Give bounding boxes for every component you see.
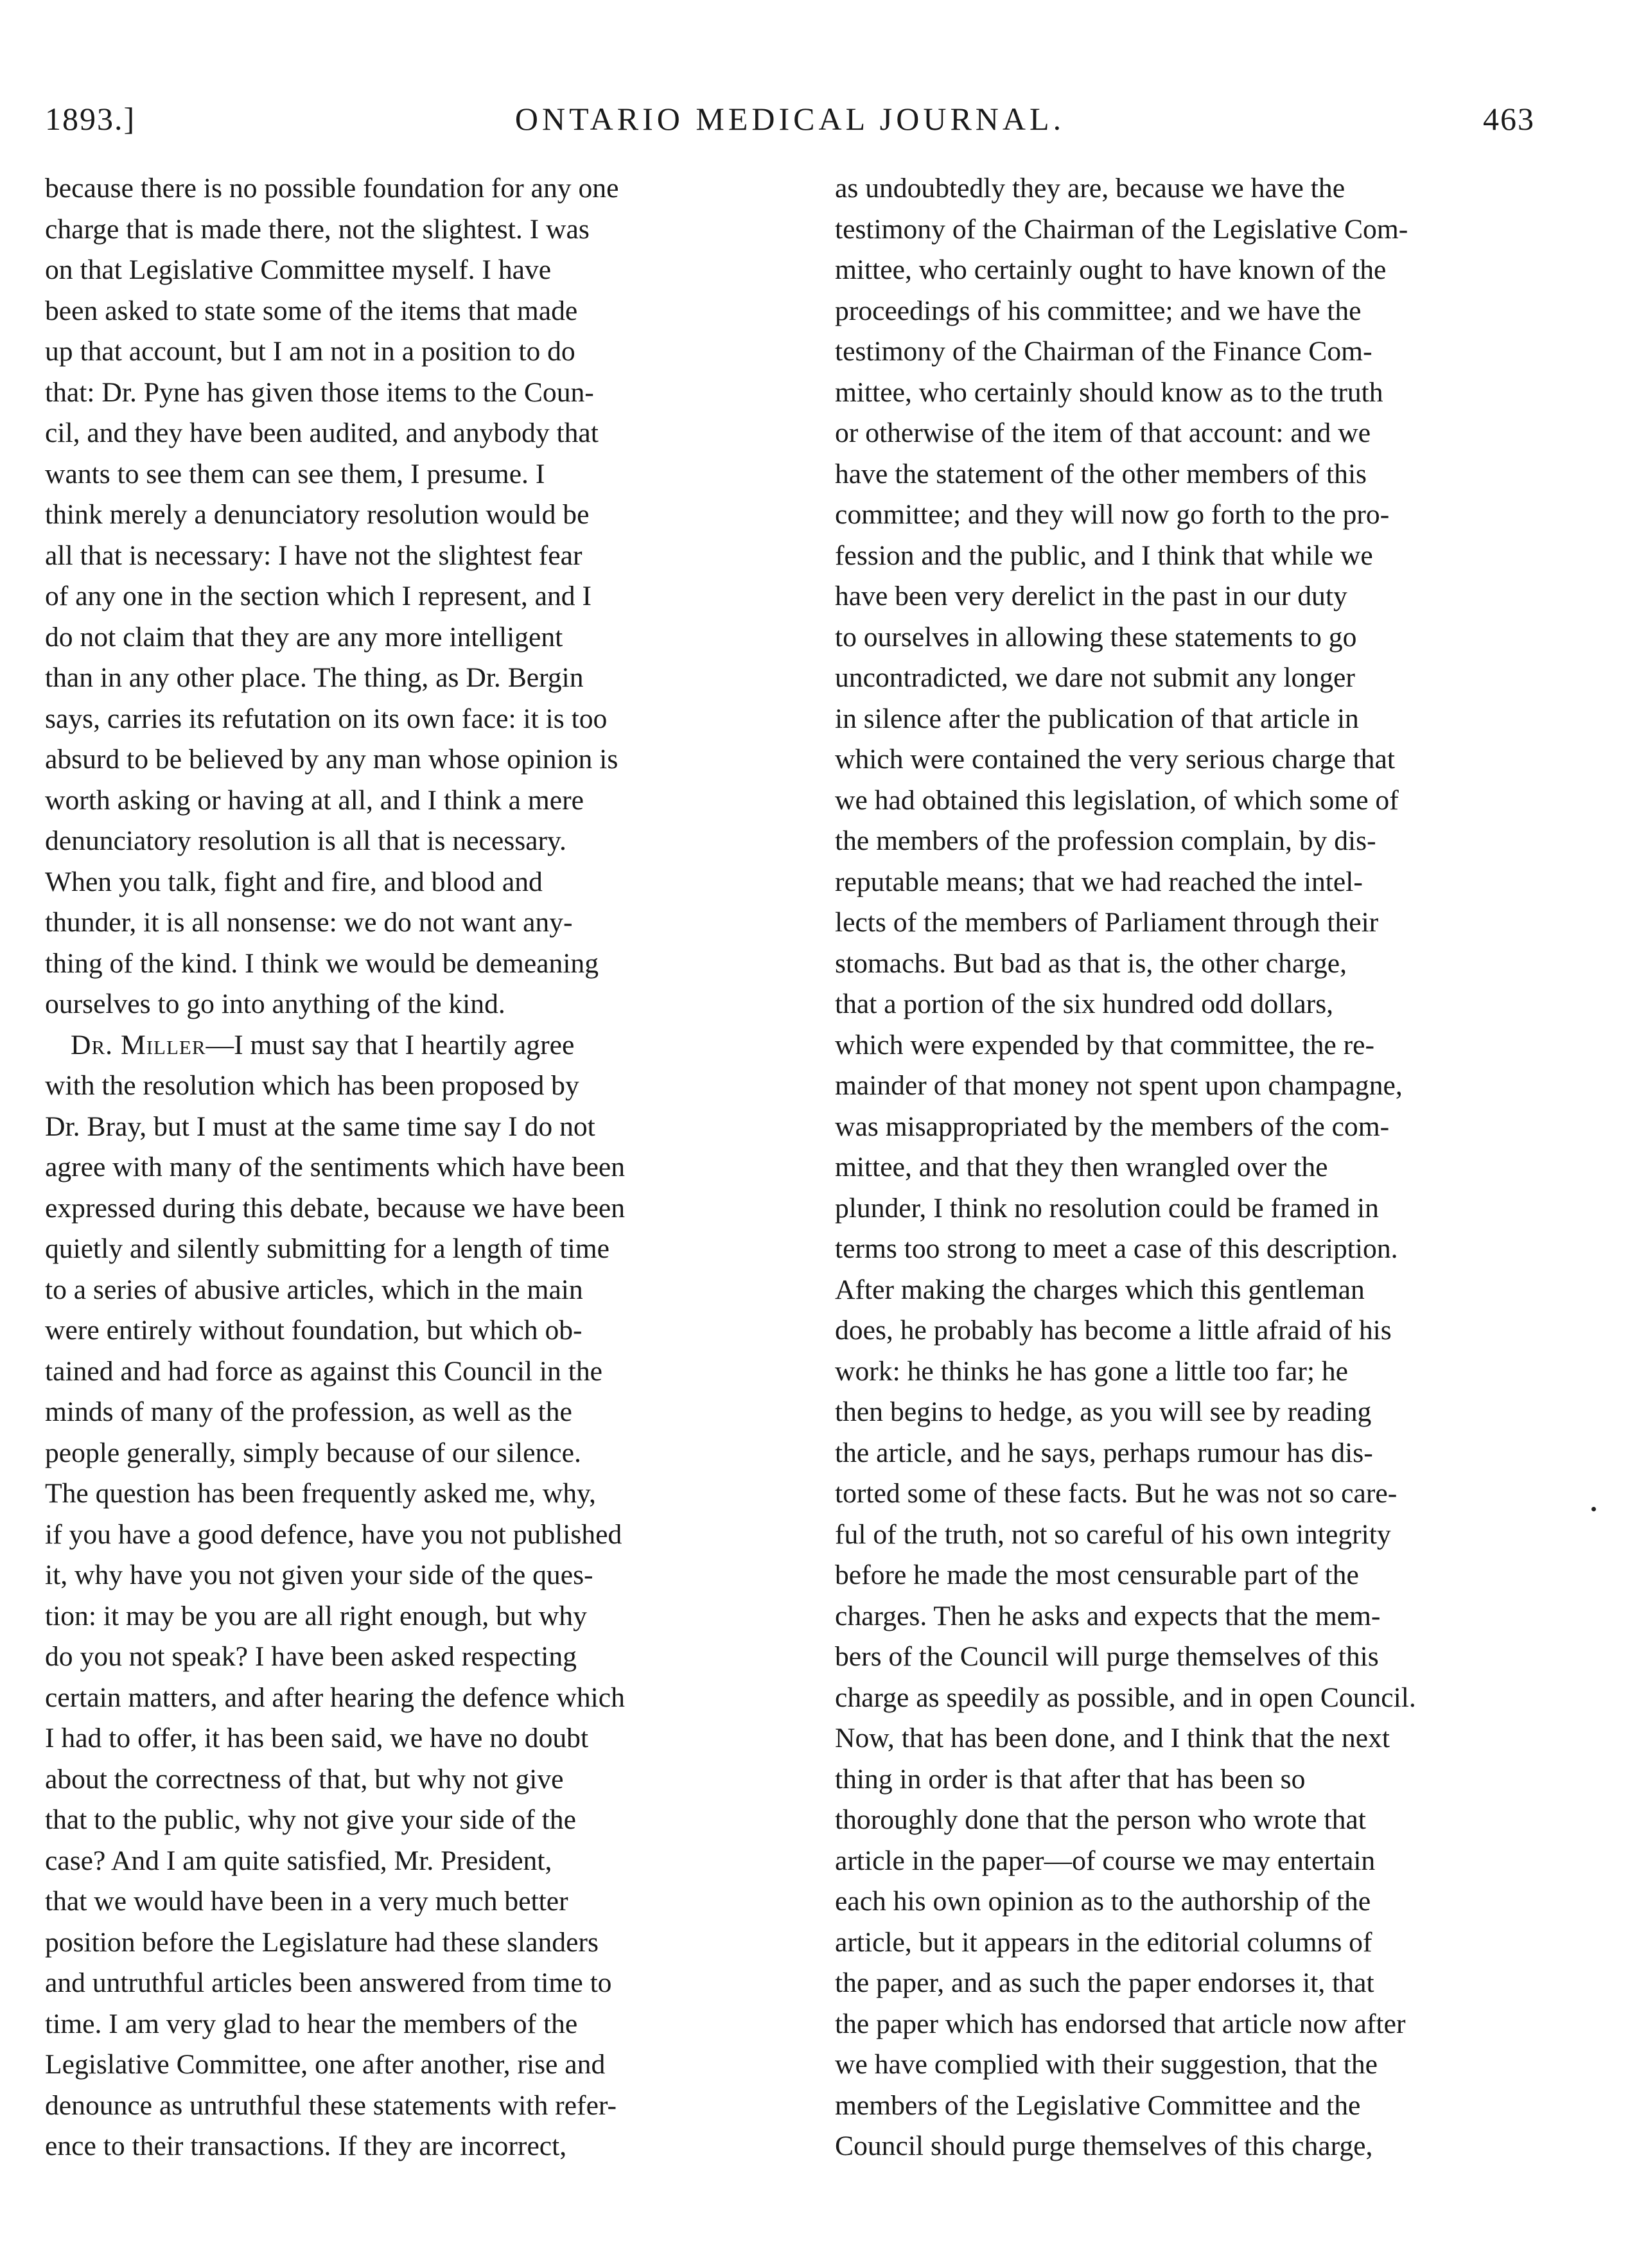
paragraph-continuation: as undoubtedly they are, because we have the testimony of the Chairman of the Legislative Com- mittee, who certainly ought to have known of the proceedings of his committee; and we have the testimony of the Chairman of the Finance Com- mittee, who certainly should know as to the truth or otherwise of the item of that account: and we have the statement of the other members of this committee; and they will now go forth to the pro- fession and the public, and I think that while we have been very derelict in the past in our duty to ourselves in allowing these statements to go uncontradicted, we dare not submit any longer in silence after the publication of that article in which were contained the very serious charge that we had obtained this legislation, of which some of the members of the profession complain, by dis- reputable means; that we had reached the intel- lects of the members of Parliament through their stomachs. But bad as that is, the other charge, that a portion of the six hundred odd dollars, which were expended by that committee, the re- mainder of that money not spent upon champagne, was misappropriated by the members of the com- mittee, and that they then wrangled over the plunder, I think no resolution could be framed in terms too strong to meet a case of this description. After making the charges which this gentleman does, he probably has become a little afraid of his work: he thinks he has gone a little too far; he then begins to hedge, as you will see by reading the article, and he says, perhaps rumour has dis- torted some of these facts. But he was not so care- ful of the truth, not so careful of his own integrity before he made the most censurable part of the charges. Then he asks and expects that the mem- bers of the Council will purge themselves of this charge as speedily as possible, and in open Council. Now, that has been done, and I think that the next thing in order is that after that has been so thoroughly done that the person who wrote that article in the paper—of course we may entertain each his own opinion as to the authorship of the article, but it appears in the editorial columns of the paper, and as such the paper endorses it, that the paper which has endorsed that article now after we have complied with their suggestion, that the members of the Legislative Committee and the Council should purge themselves of this charge, — [835, 173, 1416, 2161]
left-column — [45, 168, 790, 2167]
speaker-name: Dr. Miller — [71, 1029, 206, 1060]
speaker-text: —I must say that I heartily agree with the resolution which has been proposed by Dr. Bray, but I must at the same time say I do not agree with many of the sentiments which have been expressed during this debate, because we have been quietly and silently submitting for a length of time to a series of abusive articles, which in the main were entirely without foundation, but which ob- tained and had force as against this Council in the minds of many of the profession, as well as the people generally, simply because of our silence. The question has been frequently asked me, why, if you have a good defence, have you not published it, why have you not given your side of the ques- tion: it may be you are all right enough, but why do you not speak? I have been asked respecting certain matters, and after hearing the defence which I had to offer, it has been said, we have no doubt about the correctness of that, but why not give that to the public, why not give your side of the case? And I am quite satisfied, Mr. President, that we would have been in a very much better position before the Legislature had these slanders and untruthful articles been answered from time to time. I am very glad to hear the members of the Legislative Committee, one after another, rise and denounce as untruthful these statements with refer- ence to their transactions. If they are incorrect, — [45, 1029, 626, 2161]
journal-title: ONTARIO MEDICAL JOURNAL. — [514, 101, 1065, 137]
margin-dot — [1591, 1507, 1596, 1511]
header-year: 1893.] — [45, 101, 136, 137]
paragraph-continued: because there is no possible foundation for any one charge that is made there, not the slightest. I was on that Legislative Committee myself. I have been asked to state some of the items that made up that account, but I am not in a position to do that: Dr. Pyne has given those items to the Coun- cil, and they have been audited, and anybody that wants to see them can see them, I presume. I think merely a denunciatory resolution would be all that is necessary: I have not the slightest fear of any one in the section which I represent, and I do not claim that they are any more intelligent than in any other place. The thing, as Dr. Bergin says, carries its refutation on its own face: it is too absurd to be believed by any man whose opinion is worth asking or having at all, and I think a mere denunciatory resolution is all that is necessary. When you talk, fight and fire, and blood and thunder, it is all nonsense: we do not want any- thing of the kind. I think we would be demeaning ourselves to go into anything of the kind. — [45, 173, 619, 1019]
running-header — [45, 96, 1535, 148]
right-column — [835, 168, 1567, 2167]
page-number: 463 — [1483, 101, 1535, 137]
paragraph-dr-miller — [45, 1025, 790, 2167]
